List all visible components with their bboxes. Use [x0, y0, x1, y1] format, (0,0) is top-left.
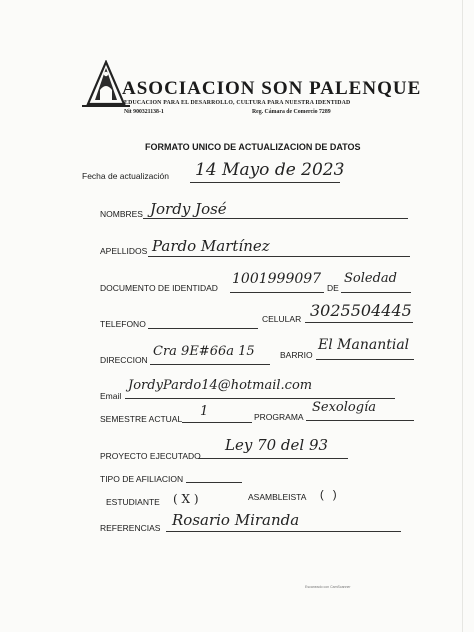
organization-tagline: EDUCACION PARA EL DESARROLLO, CULTURA PARA NUESTRA IDENTIDAD — [124, 100, 351, 106]
celular-line — [305, 322, 413, 323]
scanner-watermark: Escaneado con CamScanner — [305, 585, 351, 589]
fecha-label: Fecha de actualización — [82, 171, 169, 181]
programa-line — [306, 420, 414, 421]
semestre-line — [182, 422, 252, 423]
nombres-label: NOMBRES — [100, 209, 143, 219]
semestre-label: SEMESTRE ACTUAL — [100, 414, 183, 424]
asambleista-label: ASAMBLEISTA — [248, 492, 307, 502]
celular-label: CELULAR — [262, 314, 302, 324]
de-line — [341, 292, 411, 293]
nombres-line — [143, 218, 408, 219]
direccion-label: DIRECCION — [100, 355, 148, 365]
documento-de-label: DE — [327, 283, 339, 293]
programa-label: PROGRAMA — [254, 412, 304, 422]
apellidos-label: APELLIDOS — [100, 246, 148, 256]
documento-de-value: Soledad — [344, 271, 397, 286]
email-line — [125, 398, 395, 399]
barrio-label: BARRIO — [280, 350, 313, 360]
organization-nit: Nit 900321138-1 — [124, 109, 164, 115]
telefono-line — [148, 328, 258, 329]
documento-value: 1001999097 — [232, 271, 322, 287]
programa-value: Sexología — [312, 400, 376, 415]
referencias-line — [166, 531, 401, 532]
nombres-value: Jordy José — [150, 200, 227, 218]
organization-name: ASOCIACION SON PALENQUE — [122, 78, 422, 99]
fecha-value: 14 Mayo de 2023 — [195, 160, 345, 180]
organization-registry: Reg. Cámara de Comercio 7289 — [252, 109, 331, 115]
referencias-label: REFERENCIAS — [100, 523, 161, 533]
page-edge — [462, 0, 463, 632]
fecha-line — [190, 182, 340, 183]
documento-label: DOCUMENTO DE IDENTIDAD — [100, 283, 218, 293]
tipo-afiliacion-label: TIPO DE AFILIACION — [100, 474, 184, 484]
email-value: JordyPardo14@hotmail.com — [128, 378, 313, 393]
estudiante-checkbox[interactable]: ( X ) — [173, 492, 199, 506]
referencias-value: Rosario Miranda — [172, 511, 300, 529]
email-label: Email — [100, 391, 122, 401]
proyecto-label: PROYECTO EJECUTADO — [100, 451, 201, 461]
apellidos-value: Pardo Martínez — [152, 237, 270, 255]
documento-line — [230, 292, 324, 293]
celular-value: 3025504445 — [310, 301, 412, 320]
semestre-value: 1 — [200, 404, 209, 419]
proyecto-value: Ley 70 del 93 — [225, 436, 329, 454]
direccion-value: Cra 9E#66a 15 — [153, 344, 255, 359]
tipo-afiliacion-line — [186, 482, 242, 483]
asambleista-checkbox[interactable]: ( ) — [320, 489, 337, 501]
telefono-label: TELEFONO — [100, 319, 146, 329]
direccion-line — [150, 364, 270, 365]
estudiante-label: ESTUDIANTE — [106, 497, 160, 507]
barrio-value: El Manantial — [318, 337, 410, 353]
form-title: FORMATO UNICO DE ACTUALIZACION DE DATOS — [145, 142, 361, 152]
barrio-line — [316, 359, 414, 360]
proyecto-line — [198, 458, 348, 459]
apellidos-line — [148, 256, 410, 257]
